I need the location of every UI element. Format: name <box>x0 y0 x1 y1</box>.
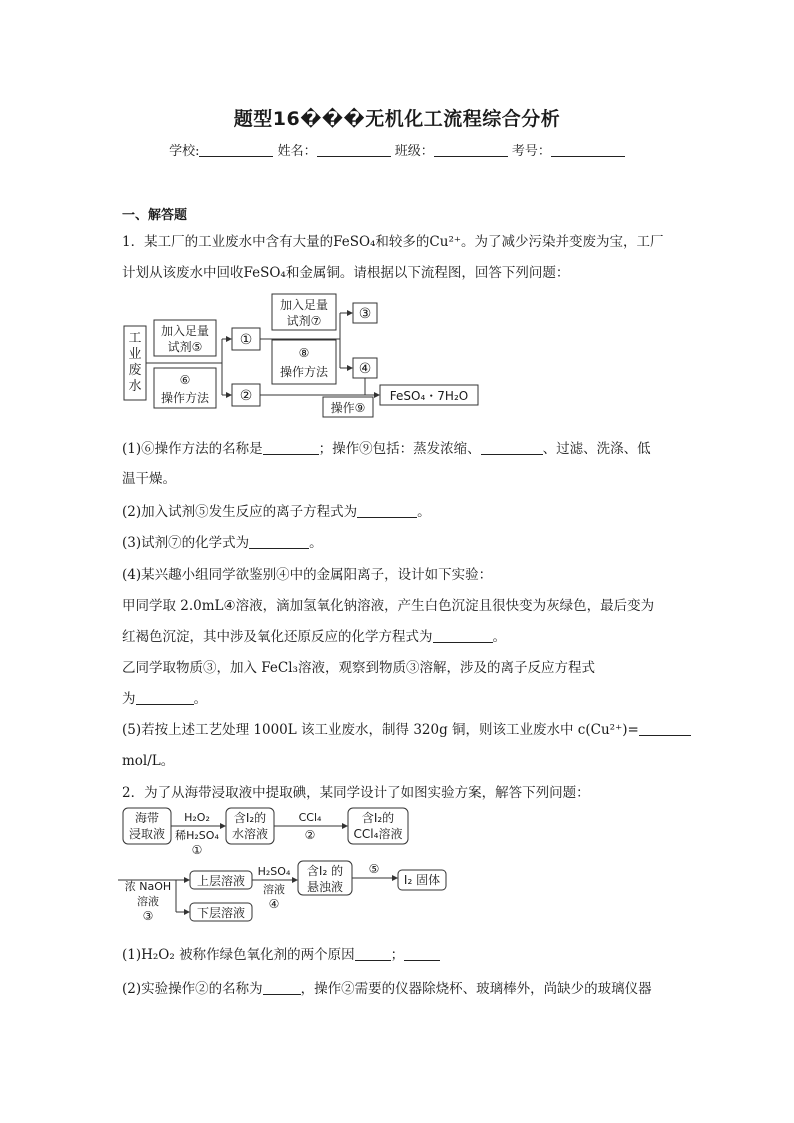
answer-blank[interactable] <box>249 535 309 549</box>
q2-product-label: I₂ 固体 <box>403 873 441 887</box>
answer-blank[interactable] <box>357 504 417 518</box>
school-label: 学校: <box>169 144 200 159</box>
q2-arrow5-num: ⑤ <box>368 862 380 876</box>
q1-stem-line2: 计划从该废水中回收FeSO₄和金属铜。请根据以下流程图，回答下列问题： <box>122 265 570 281</box>
student-info-line <box>0 140 794 159</box>
reagent5-label-1: 加入足量 <box>160 324 210 338</box>
q1-sub4-jia-line2: 红褐色沉淀，其中涉及氧化还原反应的化学方程式为 。 <box>122 629 506 645</box>
node3-label: ③ <box>358 306 372 322</box>
op8-label-2: 操作方法 <box>279 365 329 379</box>
q2-arrow3-label-2: 溶液 <box>137 895 159 908</box>
q2-sub1: (1)H₂O₂ 被称作绿色氧化剂的两个原因 ； <box>122 943 440 963</box>
q2-lower-label: 下层溶液 <box>196 906 246 920</box>
source-char-1: 工 <box>128 331 142 346</box>
q1-sub4-jia-line1: 甲同学取 2.0mL④溶液，滴加氢氧化钠溶液，产生白色沉淀且很快变为灰绿色，最后变为 <box>122 598 655 614</box>
exam-no-blank[interactable] <box>551 142 625 157</box>
q2-arrow1-num: ① <box>191 843 203 857</box>
node1-label: ① <box>239 332 253 348</box>
class-label: 班级： <box>394 144 434 159</box>
q1-sub2: (2)加入试剂⑤发生反应的离子方程式为 。 <box>122 504 431 520</box>
answer-blank[interactable] <box>481 441 543 455</box>
answer-blank[interactable] <box>433 629 493 643</box>
answer-blank[interactable] <box>263 981 301 995</box>
q2-arrow1-bottom: 稀H₂SO₄ <box>175 829 219 842</box>
q2-box1-label-2: 浸取液 <box>128 827 166 841</box>
product-label: FeSO₄・7H₂O <box>389 389 469 403</box>
answer-blank[interactable] <box>136 691 194 705</box>
q2-arrow2-top: CCl₄ <box>298 811 322 824</box>
node2-label: ② <box>239 388 253 404</box>
q2-stem: 2．为了从海带浸取液中提取碘，某同学设计了如图实验方案，解答下列问题： <box>122 785 590 801</box>
q2-arrow2-num: ② <box>304 828 316 842</box>
q2-arrow4-top: H₂SO₄ <box>257 865 291 878</box>
reagent7-label-2: 试剂⑦ <box>286 314 322 328</box>
q2-arrow1-top: H₂O₂ <box>184 811 210 824</box>
q2-arrow4-bottom: 溶液 <box>263 883 285 896</box>
q1-flowchart <box>118 288 488 418</box>
q2-box1-label-1: 海带 <box>134 811 160 825</box>
q2-box3-label-1: 含I₂的 <box>361 811 395 825</box>
source-char-4: 水 <box>128 379 142 394</box>
q2-arrow4-num: ④ <box>268 897 280 911</box>
q2-flowchart <box>118 804 458 926</box>
q1-sub1-line2: 温干燥。 <box>122 471 176 487</box>
reagent5-label-2: 试剂⑤ <box>167 340 203 354</box>
op6-label-1: ⑥ <box>179 373 191 387</box>
page-title: 题型16���无机化工流程综合分析 <box>233 108 561 130</box>
answer-blank[interactable] <box>404 947 440 961</box>
class-blank[interactable] <box>434 142 508 157</box>
q2-box4-label-1: 含I₂ 的 <box>306 864 344 878</box>
op9-label: 操作⑨ <box>330 401 366 415</box>
answer-blank[interactable] <box>639 722 691 736</box>
section-heading: 一、解答题 <box>122 208 188 223</box>
q1-sub4-yi-line2: 为 。 <box>122 691 207 707</box>
q1-sub4-yi-line1: 乙同学取物质③，加入 FeCl₃溶液，观察到物质③溶解，涉及的离子反应方程式 <box>122 660 595 676</box>
exam-no-label: 考号： <box>511 144 551 159</box>
reagent7-label-1: 加入足量 <box>279 298 329 312</box>
op8-label-1: ⑧ <box>298 346 310 360</box>
school-blank[interactable] <box>199 142 273 157</box>
node4-label: ④ <box>358 361 372 377</box>
q2-arrow3-num: ③ <box>142 909 154 923</box>
source-char-2: 业 <box>128 347 142 362</box>
q1-sub4: (4)某兴趣小组同学欲鉴别④中的金属阳离子，设计如下实验： <box>122 567 493 583</box>
q1-sub3: (3)试剂⑦的化学式为 。 <box>122 535 323 551</box>
q2-box4-label-2: 悬浊液 <box>306 880 344 894</box>
answer-blank[interactable] <box>355 947 391 961</box>
source-char-3: 废 <box>128 363 142 378</box>
name-label: 姓名： <box>277 144 317 159</box>
q2-box3-label-2: CCl₄溶液 <box>353 827 403 841</box>
q2-box2-label-2: 水溶液 <box>231 827 269 841</box>
q2-sub2: (2)实验操作②的名称为 ，操作②需要的仪器除烧杯、玻璃棒外，尚缺少的玻璃仪器 <box>122 981 652 997</box>
q2-upper-label: 上层溶液 <box>196 874 246 888</box>
q1-sub5-line1: (5)若按上述工艺处理 1000L 该工业废水，制得 320g 铜，则该工业废水中 c(Cu²⁺)= <box>122 718 691 738</box>
q2-arrow3-label-1: 浓 NaOH <box>124 880 172 893</box>
q1-sub1-line1: (1)⑥操作方法的名称是 ；操作⑨包括：蒸发浓缩、 、过滤、洗涤、低 <box>122 441 651 457</box>
q2-box2-label-1: 含I₂的 <box>233 811 267 825</box>
answer-blank[interactable] <box>263 441 319 455</box>
op6-label-2: 操作方法 <box>160 391 210 405</box>
q1-stem-line1: 1．某工厂的工业废水中含有大量的FeSO₄和较多的Cu²⁺。为了减少污染并变废为宝，工厂 <box>122 234 664 250</box>
name-blank[interactable] <box>317 142 391 157</box>
q1-sub5-line2: mol/L。 <box>122 753 175 769</box>
